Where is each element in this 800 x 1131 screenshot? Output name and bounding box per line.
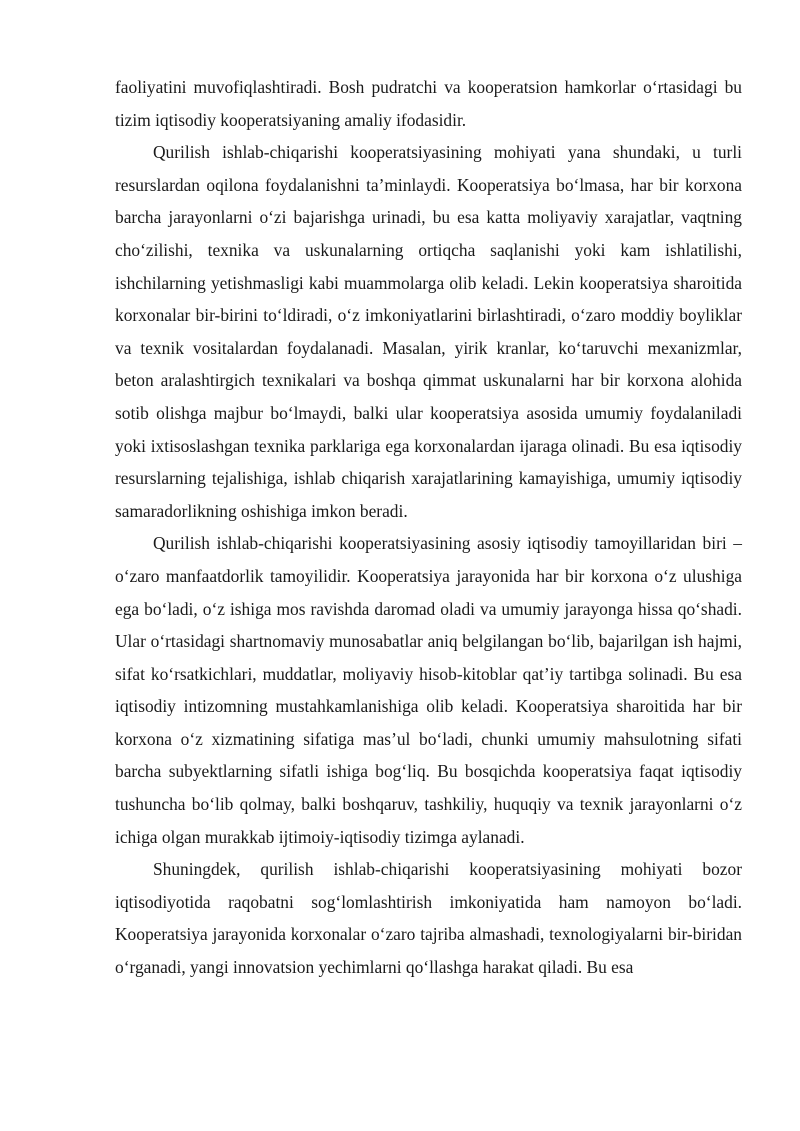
paragraph-competition: Shuningdek, qurilish ishlab-chiqarishi kooperatsiyasining mohiyati bozor iqtisodiyotida raqobatni sog‘lomlashtirish imkoniyatida ham namoyon bo‘ladi. Kooperatsiya jarayonida korxonalar o‘zaro tajriba almashadi, texnologiyalarni bir-biridan o‘rganadi, yangi innovatsion yechimlarni qo‘llashga harakat qiladi. Bu esa: [115, 859, 742, 978]
paragraph-continuation: faoliyatini muvofiqlashtiradi. Bosh pudratchi va kooperatsion hamkorlar o‘rtasidagi bu tizim iqtisodiy kooperatsiyaning amaliy ifodasidir.: [115, 77, 742, 130]
paragraph-mutual-interest: Qurilish ishlab-chiqarishi kooperatsiyasining asosiy iqtisodiy tamoyillaridan biri – o‘zaro manfaatdorlik tamoyilidir. Kooperatsiya jarayonida har bir korxona o‘z ulushiga ega bo‘ladi, o‘z ishiga mos ravishda daromad oladi va umumiy jarayonga hissa qo‘shadi. Ular o‘rtasidagi shartnomaviy munosabatlar aniq belgilangan bo‘lib, bajarilgan ish hajmi, sifat ko‘rsatkichlari, muddatlar, moliyaviy hisob-kitoblar qat’iy tartibga solinadi. Bu esa iqtisodiy intizomning mustahkamlanishiga olib keladi. Kooperatsiya sharoitida har bir korxona o‘z xizmatining sifatiga mas’ul bo‘ladi, chunki umumiy mahsulotning sifati barcha subyektlarning sifatli ishiga bog‘liq. Bu bosqichda kooperatsiya faqat iqtisodiy tushuncha bo‘lib qolmay, balki boshqaruv, tashkiliy, huquqiy va texnik jarayonlarni o‘z ichiga olgan murakkab ijtimoiy-iqtisodiy tizimga aylanadi.: [115, 533, 742, 847]
document-body: [115, 71, 742, 984]
paragraph-resource-efficiency: Qurilish ishlab-chiqarishi kooperatsiyasining mohiyati yana shundaki, u turli resurslardan oqilona foydalanishni ta’minlaydi. Kooperatsiya bo‘lmasa, har bir korxona barcha jarayonlarni o‘zi bajarishga urinadi, bu esa katta moliyaviy xarajatlar, vaqtning cho‘zilishi, texnika va uskunalarning ortiqcha saqlanishi yoki kam ishlatilishi, ishchilarning yetishmasligi kabi muammolarga olib keladi. Lekin kooperatsiya sharoitida korxonalar bir-birini to‘ldiradi, o‘z imkoniyatlarini birlashtiradi, o‘zaro moddiy boyliklar va texnik vositalardan foydalanadi. Masalan, yirik kranlar, ko‘taruvchi mexanizmlar, beton aralashtirgich texnikalari va boshqa qimmat uskunalarni har bir korxona alohida sotib olishga majbur bo‘lmaydi, balki ular kooperatsiya asosida umumiy foydalaniladi yoki ixtisoslashgan texnika parklariga ega korxonalardan ijaraga olinadi. Bu esa iqtisodiy resurslarning tejalishiga, ishlab chiqarish xarajatlarining kamayishiga, umumiy iqtisodiy samaradorlikning oshishiga imkon beradi.: [115, 142, 742, 521]
